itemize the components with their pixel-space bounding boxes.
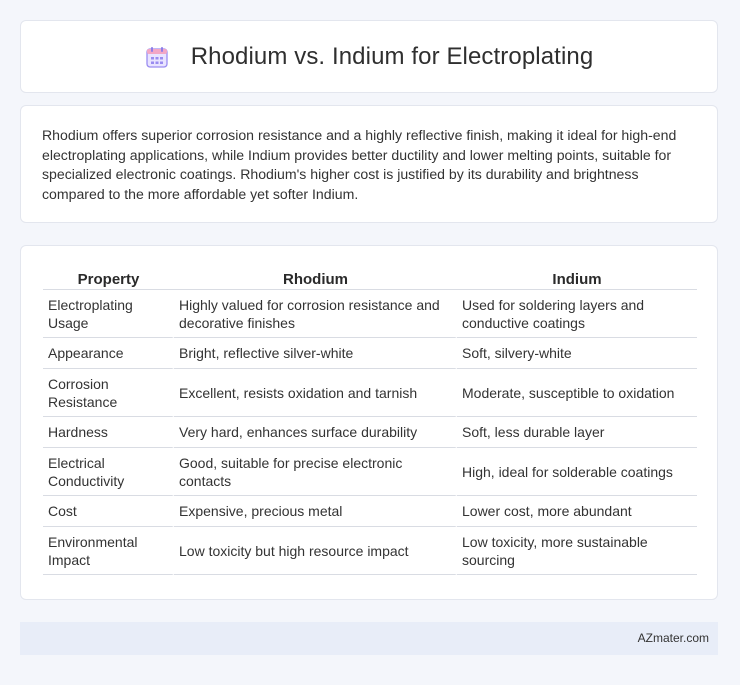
cell-indium: High, ideal for solderable coatings bbox=[457, 448, 697, 496]
cell-property: Appearance bbox=[43, 338, 174, 369]
table-row bbox=[43, 448, 697, 496]
header-indium: Indium bbox=[457, 266, 697, 290]
cell-property: Electroplating Usage bbox=[43, 290, 174, 338]
table-row bbox=[43, 369, 697, 417]
footer-bar bbox=[20, 622, 718, 655]
cell-property: Corrosion Resistance bbox=[43, 369, 174, 417]
cell-indium: Soft, silvery-white bbox=[457, 338, 697, 369]
page-title: Rhodium vs. Indium for Electroplating bbox=[190, 42, 594, 70]
cell-property: Cost bbox=[43, 496, 174, 527]
cell-property: Environmental Impact bbox=[43, 527, 174, 575]
cell-indium: Moderate, susceptible to oxidation bbox=[457, 369, 697, 417]
title-card bbox=[20, 20, 718, 93]
header-property: Property bbox=[43, 266, 174, 290]
comparison-table bbox=[43, 266, 697, 575]
calendar-icon bbox=[145, 45, 169, 69]
table-row bbox=[43, 338, 697, 369]
header-rhodium: Rhodium bbox=[174, 266, 457, 290]
cell-indium: Soft, less durable layer bbox=[457, 417, 697, 448]
cell-indium: Lower cost, more abundant bbox=[457, 496, 697, 527]
cell-rhodium: Very hard, enhances surface durability bbox=[174, 417, 457, 448]
table-row bbox=[43, 417, 697, 448]
cell-indium: Low toxicity, more sustainable sourcing bbox=[457, 527, 697, 575]
cell-indium: Used for soldering layers and conductive coatings bbox=[457, 290, 697, 338]
footer-brand: AZmater.com bbox=[637, 631, 709, 645]
table-row bbox=[43, 496, 697, 527]
cell-property: Hardness bbox=[43, 417, 174, 448]
description-text: Rhodium offers superior corrosion resistance and a highly reflective finish, making it ideal for high-end electroplating applications, while Indium provides better ductility and lower melting points, suitable for specialized electronic coatings. Rhodium's higher cost is justified by its durability and brightness compared to the more affordable yet softer Indium. bbox=[42, 127, 677, 202]
description-card bbox=[20, 105, 718, 223]
comparison-table-card bbox=[20, 245, 718, 600]
table-row bbox=[43, 527, 697, 575]
cell-rhodium: Expensive, precious metal bbox=[174, 496, 457, 527]
cell-rhodium: Low toxicity but high resource impact bbox=[174, 527, 457, 575]
cell-rhodium: Excellent, resists oxidation and tarnish bbox=[174, 369, 457, 417]
table-header-row bbox=[43, 266, 697, 290]
cell-rhodium: Bright, reflective silver-white bbox=[174, 338, 457, 369]
cell-rhodium: Highly valued for corrosion resistance and decorative finishes bbox=[174, 290, 457, 338]
table-row bbox=[43, 290, 697, 338]
cell-property: Electrical Conductivity bbox=[43, 448, 174, 496]
cell-rhodium: Good, suitable for precise electronic contacts bbox=[174, 448, 457, 496]
